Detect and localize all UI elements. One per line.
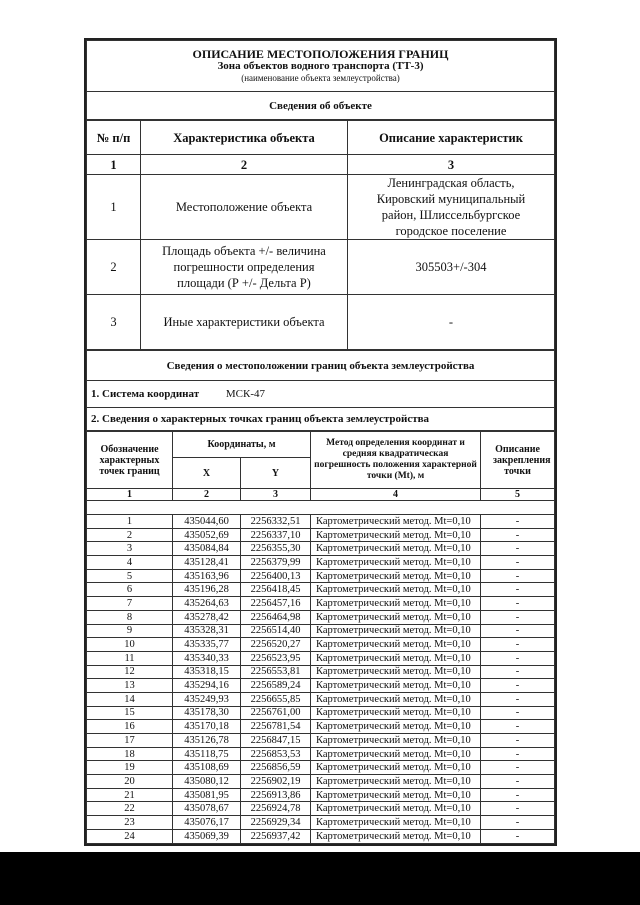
point-y: 2256523,95 [241,651,311,665]
point-method: Картометрический метод. Mt=0,10 [311,569,481,583]
point-fixing: - [481,706,555,720]
location-section-heading: Сведения о местоположении границ объекта землеустройства [87,351,555,381]
header-x: X [173,458,241,489]
point-row [87,802,555,816]
point-method: Картометрический метод. Mt=0,10 [311,816,481,830]
point-x: 435340,33 [173,651,241,665]
points-heading: 2. Сведения о характерных точках границ объекта землеустройства [87,408,555,431]
point-row [87,692,555,706]
point-fixing: - [481,528,555,542]
point-id: 13 [87,679,173,693]
row-number: 1 [87,175,141,240]
point-id: 6 [87,583,173,597]
point-row [87,720,555,734]
header-description: Описание характеристик [348,121,555,155]
point-row [87,556,555,570]
point-y: 2256418,45 [241,583,311,597]
point-row [87,829,555,843]
point-fixing: - [481,597,555,611]
point-x: 435328,31 [173,624,241,638]
point-row [87,665,555,679]
point-x: 435318,15 [173,665,241,679]
point-fixing: - [481,734,555,748]
point-x: 435118,75 [173,747,241,761]
point-row [87,542,555,556]
point-method: Картометрический метод. Mt=0,10 [311,651,481,665]
point-row [87,638,555,652]
point-id: 5 [87,569,173,583]
point-x: 435044,60 [173,515,241,529]
point-method: Картометрический метод. Mt=0,10 [311,665,481,679]
point-fixing: - [481,542,555,556]
coord-system-label: 1. Система координат [91,388,200,400]
object-row [87,175,555,240]
point-y: 2256929,34 [241,816,311,830]
point-y: 2256457,16 [241,597,311,611]
object-row [87,240,555,295]
col-number: 3 [241,489,311,501]
col-number: 1 [87,155,141,175]
point-fixing: - [481,775,555,789]
point-method: Картометрический метод. Mt=0,10 [311,638,481,652]
point-y: 2256514,40 [241,624,311,638]
point-fixing: - [481,624,555,638]
point-y: 2256902,19 [241,775,311,789]
spacer-row [87,501,555,515]
point-fixing: - [481,720,555,734]
point-method: Картометрический метод. Mt=0,10 [311,556,481,570]
point-x: 435128,41 [173,556,241,570]
header-method: Метод определения координат и средняя квадратическая погрешность положения характерной точки (Mt), м [311,432,481,489]
point-method: Картометрический метод. Mt=0,10 [311,734,481,748]
point-row [87,747,555,761]
header-coords: Координаты, м [173,432,311,458]
point-fixing: - [481,802,555,816]
point-fixing: - [481,788,555,802]
point-y: 2256464,98 [241,610,311,624]
point-row [87,515,555,529]
object-table [86,120,555,350]
point-x: 435078,67 [173,802,241,816]
point-row [87,583,555,597]
header-characteristic: Характеристика объекта [141,121,348,155]
zone-name: Зона объектов водного транспорта (ТТ-3) [217,60,424,72]
point-y: 2256655,85 [241,692,311,706]
point-id: 10 [87,638,173,652]
point-x: 435196,28 [173,583,241,597]
point-row [87,734,555,748]
point-id: 15 [87,706,173,720]
object-section-heading: Сведения об объекте [87,92,555,120]
point-x: 435080,12 [173,775,241,789]
title-cell [87,41,555,92]
point-fixing: - [481,556,555,570]
point-method: Картометрический метод. Mt=0,10 [311,706,481,720]
point-fixing: - [481,747,555,761]
coord-system-value: МСК-47 [225,388,266,400]
point-fixing: - [481,651,555,665]
point-method: Картометрический метод. Mt=0,10 [311,829,481,843]
point-id: 9 [87,624,173,638]
scan-margin [0,852,640,905]
point-id: 21 [87,788,173,802]
point-id: 18 [87,747,173,761]
point-x: 435294,16 [173,679,241,693]
point-y: 2256856,59 [241,761,311,775]
point-row [87,528,555,542]
point-fixing: - [481,816,555,830]
point-y: 2256337,10 [241,528,311,542]
row-value: - [348,295,555,350]
point-x: 435052,69 [173,528,241,542]
point-method: Картометрический метод. Mt=0,10 [311,761,481,775]
point-row [87,569,555,583]
point-method: Картометрический метод. Mt=0,10 [311,528,481,542]
point-x: 435178,30 [173,706,241,720]
row-name: Площадь объекта +/- величина погрешности определения площади (Р +/- Дельта Р) [141,240,348,295]
col-number: 4 [311,489,481,501]
point-y: 2256924,78 [241,802,311,816]
point-y: 2256355,30 [241,542,311,556]
coord-system-row [87,381,555,408]
point-row [87,775,555,789]
point-id: 19 [87,761,173,775]
point-method: Картометрический метод. Mt=0,10 [311,692,481,706]
point-method: Картометрический метод. Mt=0,10 [311,542,481,556]
point-y: 2256847,15 [241,734,311,748]
row-number: 2 [87,240,141,295]
col-number: 3 [348,155,555,175]
point-x: 435126,78 [173,734,241,748]
point-fixing: - [481,679,555,693]
point-method: Картометрический метод. Mt=0,10 [311,583,481,597]
point-id: 11 [87,651,173,665]
point-y: 2256520,27 [241,638,311,652]
point-row [87,624,555,638]
point-x: 435084,84 [173,542,241,556]
header-designation: Обозначение характерных точек границ [87,432,173,489]
point-row [87,761,555,775]
title-block [86,40,555,120]
point-row [87,679,555,693]
point-y: 2256589,24 [241,679,311,693]
point-id: 7 [87,597,173,611]
point-y: 2256553,81 [241,665,311,679]
points-body [87,515,555,844]
point-method: Картометрический метод. Mt=0,10 [311,802,481,816]
point-y: 2256781,54 [241,720,311,734]
document-frame [84,38,557,846]
row-number: 3 [87,295,141,350]
point-method: Картометрический метод. Mt=0,10 [311,775,481,789]
point-fixing: - [481,569,555,583]
point-y: 2256400,13 [241,569,311,583]
point-x: 435170,18 [173,720,241,734]
point-x: 435076,17 [173,816,241,830]
col-number: 5 [481,489,555,501]
point-y: 2256853,53 [241,747,311,761]
point-id: 20 [87,775,173,789]
point-y: 2256937,42 [241,829,311,843]
point-id: 16 [87,720,173,734]
point-x: 435264,63 [173,597,241,611]
point-id: 17 [87,734,173,748]
point-row [87,651,555,665]
points-table [86,431,555,844]
point-row [87,597,555,611]
point-id: 22 [87,802,173,816]
point-fixing: - [481,665,555,679]
point-y: 2256332,51 [241,515,311,529]
point-method: Картометрический метод. Mt=0,10 [311,515,481,529]
point-fixing: - [481,610,555,624]
point-x: 435108,69 [173,761,241,775]
point-x: 435163,96 [173,569,241,583]
point-fixing: - [481,761,555,775]
header-y: Y [241,458,311,489]
point-id: 24 [87,829,173,843]
point-id: 23 [87,816,173,830]
point-id: 1 [87,515,173,529]
location-block [86,350,555,431]
col-number: 1 [87,489,173,501]
point-row [87,788,555,802]
point-method: Картометрический метод. Mt=0,10 [311,788,481,802]
point-fixing: - [481,829,555,843]
point-row [87,816,555,830]
point-method: Картометрический метод. Mt=0,10 [311,679,481,693]
point-id: 2 [87,528,173,542]
row-value: Ленинградская область, Кировский муниципальный район, Шлиссельбургское городское поселение [348,175,555,240]
point-fixing: - [481,692,555,706]
row-name: Иные характеристики объекта [141,295,348,350]
point-x: 435249,93 [173,692,241,706]
point-id: 12 [87,665,173,679]
point-y: 2256761,00 [241,706,311,720]
point-id: 14 [87,692,173,706]
point-y: 2256913,86 [241,788,311,802]
col-number: 2 [173,489,241,501]
point-id: 3 [87,542,173,556]
header-number: № п/п [87,121,141,155]
point-row [87,610,555,624]
point-x: 435081,95 [173,788,241,802]
row-name: Местоположение объекта [141,175,348,240]
point-method: Картометрический метод. Mt=0,10 [311,597,481,611]
point-id: 4 [87,556,173,570]
col-number: 2 [141,155,348,175]
point-y: 2256379,99 [241,556,311,570]
point-method: Картометрический метод. Mt=0,10 [311,624,481,638]
point-row [87,706,555,720]
point-fixing: - [481,583,555,597]
zone-caption: (наименование объекта землеустройства) [241,73,400,83]
point-x: 435069,39 [173,829,241,843]
point-fixing: - [481,515,555,529]
row-value: 305503+/-304 [348,240,555,295]
point-method: Картометрический метод. Mt=0,10 [311,610,481,624]
document-title: ОПИСАНИЕ МЕСТОПОЛОЖЕНИЯ ГРАНИЦ [192,47,449,61]
point-x: 435278,42 [173,610,241,624]
point-x: 435335,77 [173,638,241,652]
point-fixing: - [481,638,555,652]
point-method: Картометрический метод. Mt=0,10 [311,747,481,761]
header-fixing-description: Описание закрепления точки [481,432,555,489]
object-row [87,295,555,350]
point-id: 8 [87,610,173,624]
point-method: Картометрический метод. Mt=0,10 [311,720,481,734]
